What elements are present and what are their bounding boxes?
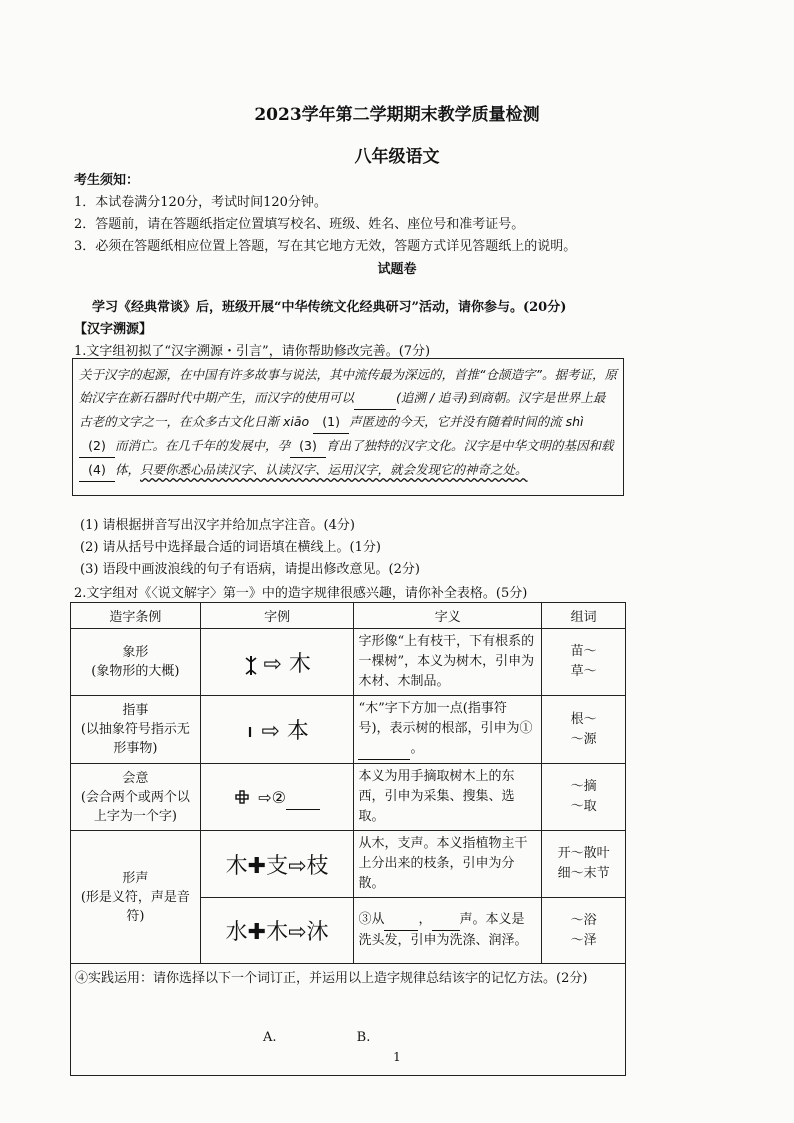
header-type: 造字条例 <box>71 603 201 629</box>
answer-blank-table-3a[interactable] <box>384 910 418 931</box>
subquestion-1: (1) 请根据拼音写出汉字并给加点字注音。(4分) <box>80 518 355 533</box>
character-rules-table <box>70 602 626 1076</box>
subquestion-2: (2) 请从括号中选择最合适的词语填在横线上。(1分) <box>80 540 381 555</box>
answer-blank-1[interactable]: (1) <box>313 410 349 434</box>
answer-blank-table-1[interactable] <box>358 739 410 760</box>
notice-item: 2．答题前，请在答题纸指定位置填写校名、班级、姓名、座位号和准考证号。 <box>74 217 525 232</box>
intro-passage: 关于汉字的起源，在中国有许多故事与说法，其中流传最为深远的，首推“仓颉造字”。据考证，原始汉字在新石器时代中期产生，而汉字的使用可以 (追溯 / 追寻)到商朝。汉字是世界上最古老的文字之一，在众多古文化日渐 xiāo (1) 声匿迹的今天，它并没有随着时间的流 shì (2) 而消亡。在几千年的发展中，孕 (3) 育出了独特的汉字文化。汉字是中华文明的基因和载(4) 体，只要你悉心品读汉字、认读汉字、运用汉字，就会发现它的神奇之处。 <box>72 358 624 496</box>
table-row: 指事 (以抽象符号指示无形事物) ⇨ 本 “木”字下方加一点(指事符号)，表示树的根部，引申为① 。 根～ ～源 <box>71 696 626 764</box>
hand-tree-pictograph-icon <box>234 789 250 805</box>
option-a[interactable]: A. <box>263 1030 277 1045</box>
exam-notice <box>74 170 734 258</box>
tree-pictograph-icon <box>243 653 259 677</box>
answer-blank-3[interactable]: (3) <box>290 434 326 458</box>
header-words: 组词 <box>542 603 626 629</box>
question-2-prompt: 2.文字组对《〈说文解字〉第一》中的造字规律很感兴趣，请你补全表格。(5分) <box>74 586 528 601</box>
table-header-row <box>71 603 626 629</box>
header-meaning: 字义 <box>354 603 542 629</box>
exam-title: 2023学年第二学期期末教学质量检测 <box>254 105 540 125</box>
answer-blank-table-3b[interactable] <box>432 910 460 931</box>
notice-item: 1．本试卷满分120分，考试时间120分钟。 <box>74 195 327 210</box>
header-example: 字例 <box>200 603 354 629</box>
sheet-label: 试题卷 <box>377 262 417 277</box>
option-b[interactable]: B. <box>356 1030 371 1045</box>
table-row: 水✚木⇨沐 ③从 ， 声。本义是洗头发，引申为洗涤、润泽。 ～浴 ～泽 <box>71 898 626 964</box>
table-row: 形声 (形是义符，声是音符) 木✚支⇨枝 从木，支声。本义指植物主干上分出来的枝条，引申为分散。 开～散叶 细～末节 <box>71 831 626 898</box>
subquestion-3: (3) 语段中画波浪线的句子有语病，请提出修改意见。(2分) <box>80 562 420 577</box>
activity-intro: 学习《经典常谈》后，班级开展“中华传统文化经典研习”活动，请你参与。(20分) <box>92 300 567 315</box>
table-row: 象形 (象物形的大概) ⇨ 木 字形像“上有枝干，下有根系的一棵树”，本义为树木，引申为木材、木制品。 苗～ 草～ <box>71 629 626 696</box>
answer-blank-4[interactable]: (4) <box>79 458 115 482</box>
root-pictograph-icon <box>245 721 255 743</box>
answer-blank-table-2[interactable] <box>286 784 320 810</box>
notice-heading: 考生须知： <box>74 173 140 188</box>
question-1-prompt: 1.文字组初拟了“汉字溯源・引言”，请你帮助修改完善。(7分) <box>74 344 431 359</box>
answer-blank[interactable] <box>354 386 396 410</box>
table-row: 会意 (会合两个或两个以上字为一个字) ⇨② 本义为用手摘取树木上的东西，引申为采集、搜集、选取。 ～摘 ～取 <box>71 764 626 831</box>
practice-prompt: ④实践运用：请你选择以下一个词订正，并运用以上造字规律总结该字的记忆方法。(2分) <box>75 971 588 986</box>
answer-blank-2[interactable]: (2) <box>79 434 115 458</box>
wavy-sentence: 只要你悉心品读汉字、认读汉字、运用汉字，就会发现它的神奇之处。 <box>140 462 528 477</box>
exam-subtitle: 八年级语文 <box>354 147 440 167</box>
section-heading: 【汉字溯源】 <box>74 322 153 337</box>
page-number: 1 <box>393 1050 401 1064</box>
notice-item: 3．必须在答题纸相应位置上答题，写在其它地方无效，答题方式详见答题纸上的说明。 <box>74 239 577 254</box>
